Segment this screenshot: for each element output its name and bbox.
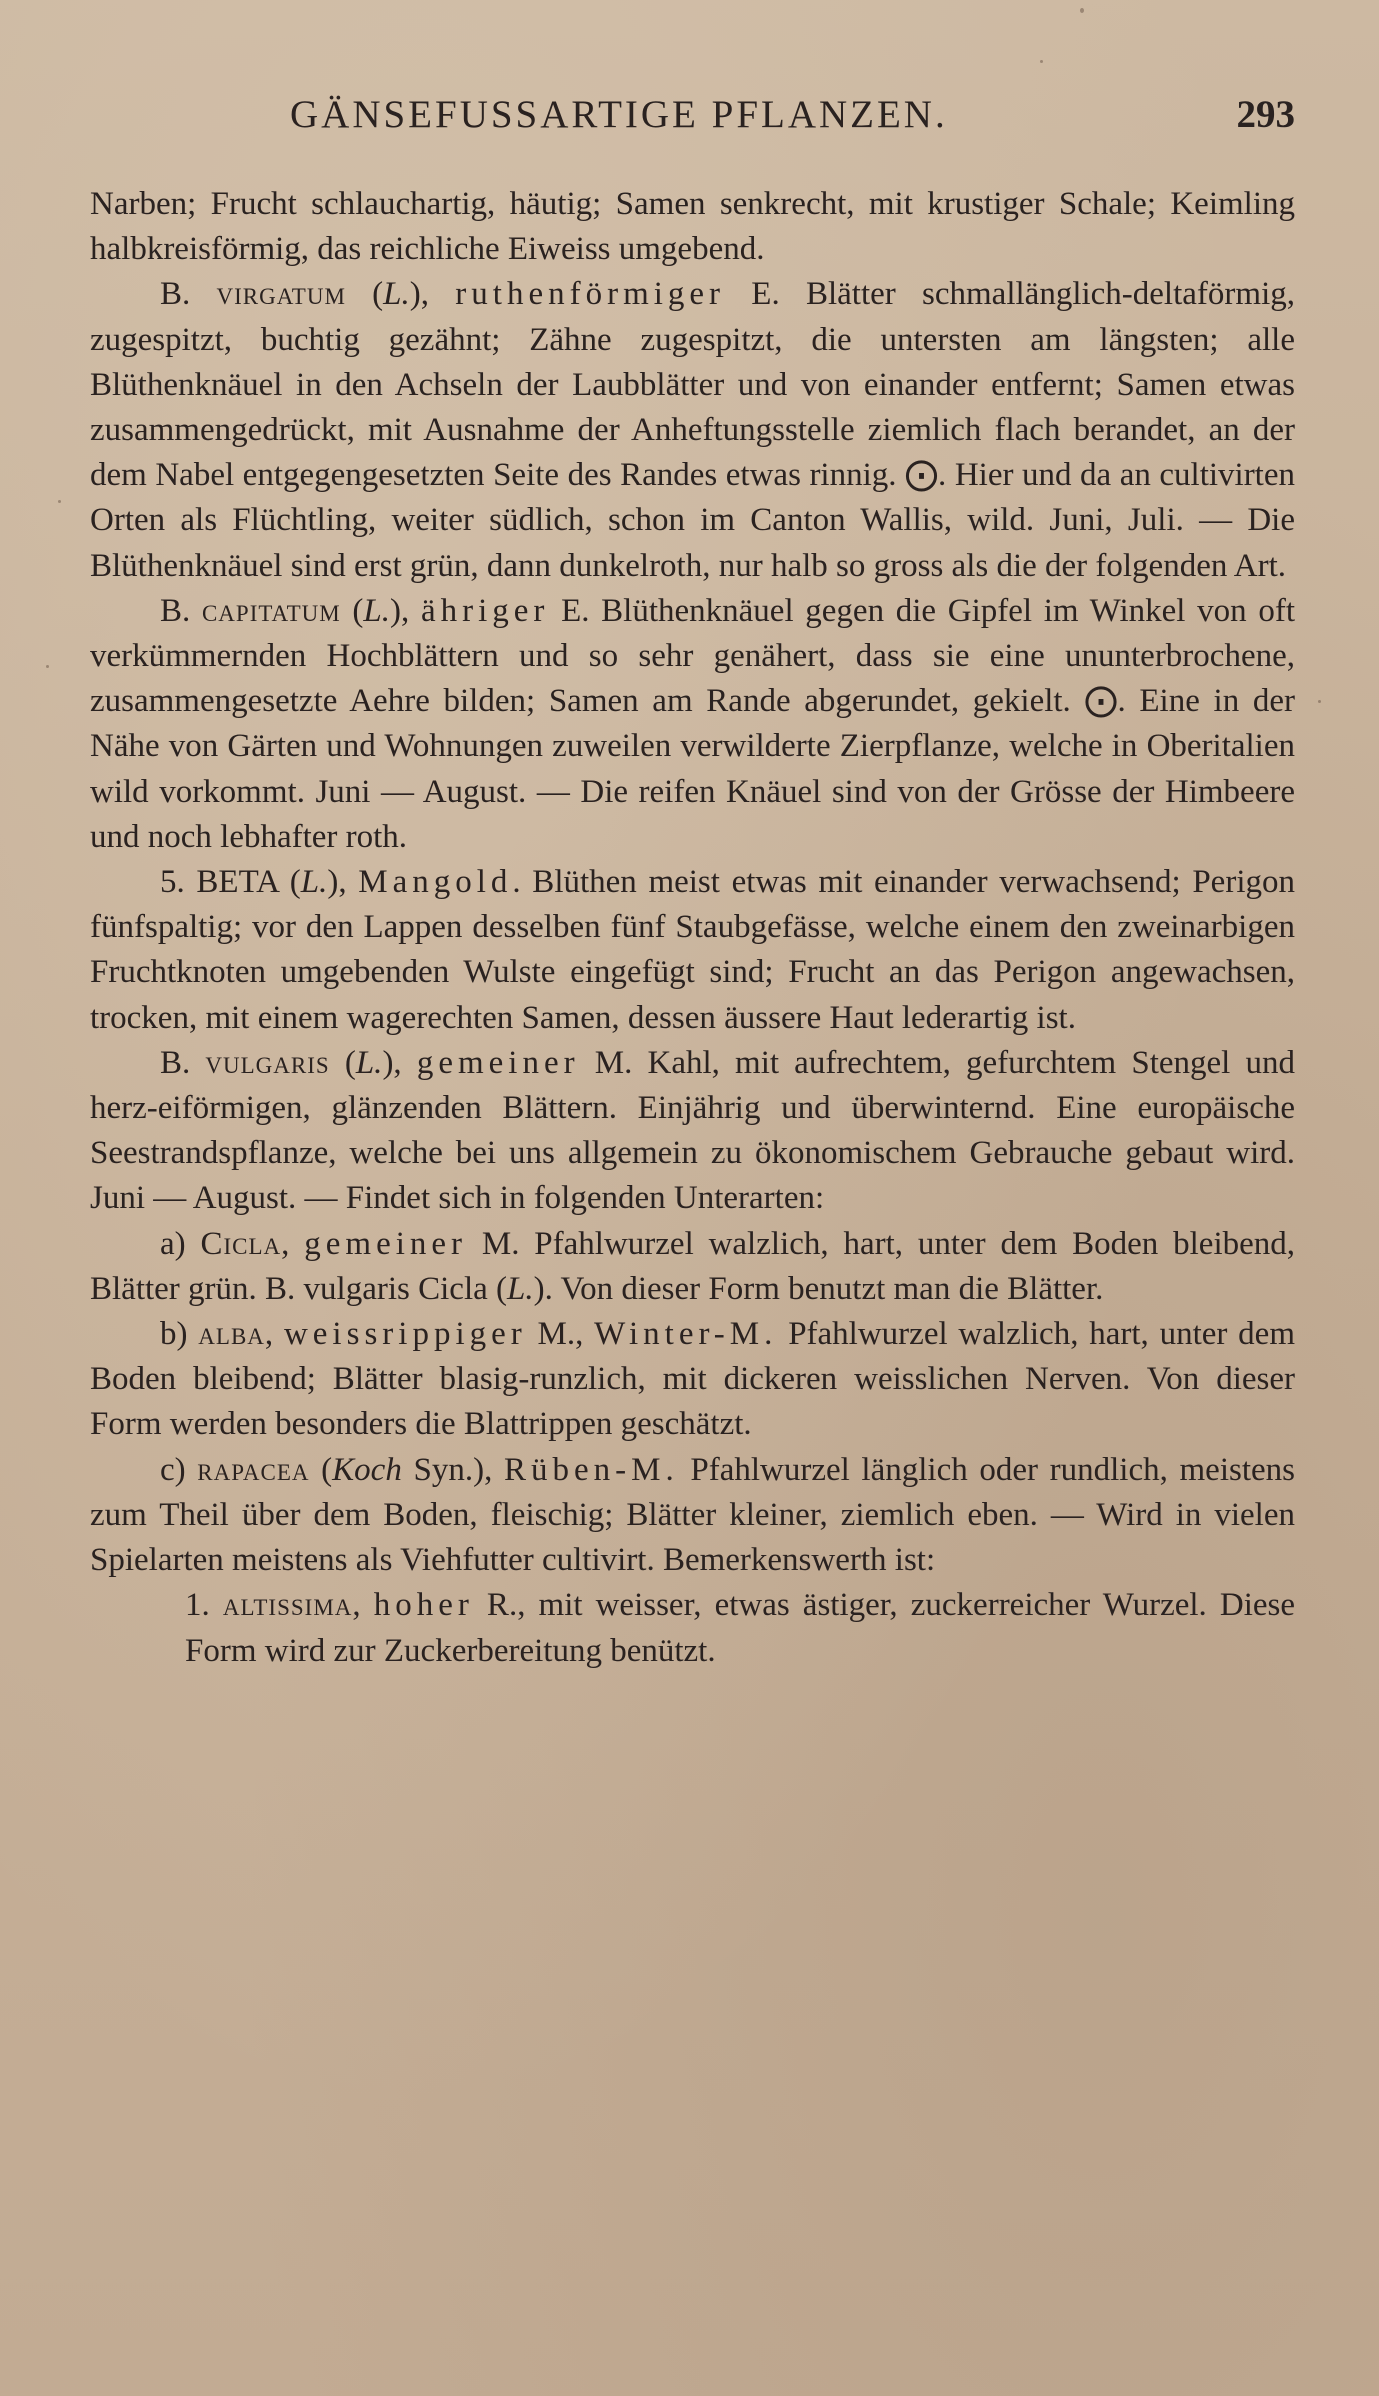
paragraph-altissima [90,1583,1295,1673]
text-run: altissima [222,1587,353,1624]
text-run: , [264,1316,284,1353]
paragraph-vulgaris [90,1041,1295,1222]
text-run: ), [382,1044,417,1081]
page-header [90,92,1295,142]
paper-speck [46,665,49,668]
text-run: M. Kahl, mit aufrechtem, gefurchtem Stengel und herz-eiförmigen, glänzenden Blättern. Einjährig und überwinternd. Eine europäische Seestrandspflanze, welche bei uns allgemein zu ökonomischem Gebrauche gebaut wird. Juni — August. — Findet sich in folgenden Unterarten: [90,1044,1295,1217]
text-run: , [352,1587,374,1624]
text-run: E. Blüthenknäuel gegen die Gipfel im Winkel von oft verkümmernden Hochblättern und so sehr genähert, dass sie eine ununterbrochene, zusammengesetzte Aehre bilden; Samen am Rande abgerundet, gekielt. ⨀. Eine in der Nähe von Gärten und Wohnungen zuweilen verwilderte Zierpflanze, welche in Oberitalien wild vorkommt. Juni — August. — Die reifen Knäuel sind von der Grösse der Himbeere und noch lebhafter roth. [90,592,1295,855]
running-title: GÄNSEFUSSARTIGE PFLANZEN. [290,93,948,136]
text-run: weissrippiger [283,1316,527,1353]
text-run: vulgaris [205,1044,330,1081]
text-run: ( [309,1451,333,1488]
text-run: ), [390,592,421,629]
text-run: gemeiner [304,1225,468,1262]
paragraph-virgatum [90,272,1295,588]
text-run: Pfahlwurzel länglich oder rundlich, meistens zum Theil über dem Boden, fleischig; Blätter kleiner, ziemlich eben. — Wird in vielen Spielarten meistens als Viehfutter cultivirt. Bemerkenswerth ist: [90,1451,1295,1579]
text-run: L. [300,864,328,901]
text-run: L. [507,1270,534,1307]
text-run: L. [363,592,391,629]
text-run: ), [409,276,456,313]
text-run: . Blüthen meist etwas mit einander verwachsend; Perigon fünfspaltig; vor den Lappen desselben fünf Staubgefässe, welche einem den zweinarbigen Fruchtknoten umgebenden Wulste eingefügt sind; Frucht an das Perigon angewachsen, trocken, mit einem wagerechten Samen, dessen äussere Haut lederartig ist. [90,864,1295,1036]
paper-speck [1080,8,1084,13]
text-run: Winter-M. [594,1316,778,1353]
text-run: hoher [373,1587,474,1624]
paragraph-capitatum [90,589,1295,860]
paragraph-rapacea [90,1448,1295,1584]
text-run: a) [160,1225,201,1262]
text-run: rapacea [197,1451,310,1488]
text-run: Koch [332,1451,402,1488]
text-run: B. [160,1044,206,1081]
text-run: gemeiner [416,1044,580,1081]
text-run: M., [526,1316,595,1353]
text-run: ruthenförmiger [455,276,726,313]
text-run: b) [160,1316,199,1353]
text-run: alba [198,1316,265,1353]
page-number: 293 [1236,93,1295,136]
text-run: Rüben-M. [503,1451,679,1488]
text-run: Narben; Frucht schlauchartig, häutig; Samen senkrecht, mit krustiger Schale; Keimling halbkreisförmig, das reichliche Eiweiss umgebend. [90,186,1295,268]
text-run: capitatum [201,592,341,629]
text-run: ). Von dieser Form benutzt man die Blätter. [533,1270,1104,1307]
text-run: B. [160,276,217,313]
text-run: B. [160,592,202,629]
paper-speck [1318,700,1321,703]
paper-speck [1040,60,1043,63]
text-run: 1. [185,1587,223,1624]
text-run: , [281,1225,305,1262]
text-run: L. [383,276,410,313]
text-run: c) [160,1451,198,1488]
text-run: 5. BETA ( [160,864,301,901]
text-run: ), [327,864,359,901]
paragraph-alba [90,1312,1295,1448]
text-run: E. Blätter schmallänglich-deltaförmig, zugespitzt, buchtig gezähnt; Zähne zugespitzt, die untersten am längsten; alle Blüthenknäuel in den Achseln der Laubblätter und von einander entfernt; Samen etwas zusammengedrückt, mit Ausnahme der Anheftungsstelle ziemlich flach berandet, an der dem Nabel entgegengesetzten Seite des Randes etwas rinnig. ⨀. Hier und da an cultivirten Orten als Flüchtling, weiter südlich, schon im Canton Wallis, wild. Juni, Juli. — Die Blüthenknäuel sind erst grün, dann dunkelroth, nur halb so gross als die der folgenden Art. [90,276,1295,584]
paragraph-cicla [90,1222,1295,1312]
text-run: ähriger [420,592,550,629]
paragraph-beta [90,860,1295,1041]
text-run: ( [329,1044,356,1081]
text-run: ( [340,592,364,629]
text-run: Mangold [358,864,513,901]
text-run: R., mit weisser, etwas ästiger, zuckerreicher Wurzel. Diese Form wird zur Zuckerbereitung benützt. [185,1587,1295,1669]
text-run: virgatum [216,276,346,313]
body-text [90,182,1295,1674]
text-run: Pfahlwurzel walzlich, hart, unter dem Boden bleibend; Blätter blasig-runzlich, mit dickeren weisslichen Nerven. Von dieser Form werden besonders die Blattrippen geschätzt. [90,1316,1295,1443]
text-run: M. Pfahlwurzel walzlich, hart, unter dem Boden bleibend, Blätter grün. B. vulgaris Cicla ( [90,1225,1296,1307]
text-run: Syn.), [401,1451,504,1488]
text-run: ( [345,276,384,313]
paragraph-0 [90,182,1295,272]
text-run: L. [355,1044,383,1081]
text-run: Cicla [200,1225,282,1262]
paper-speck [58,500,61,503]
